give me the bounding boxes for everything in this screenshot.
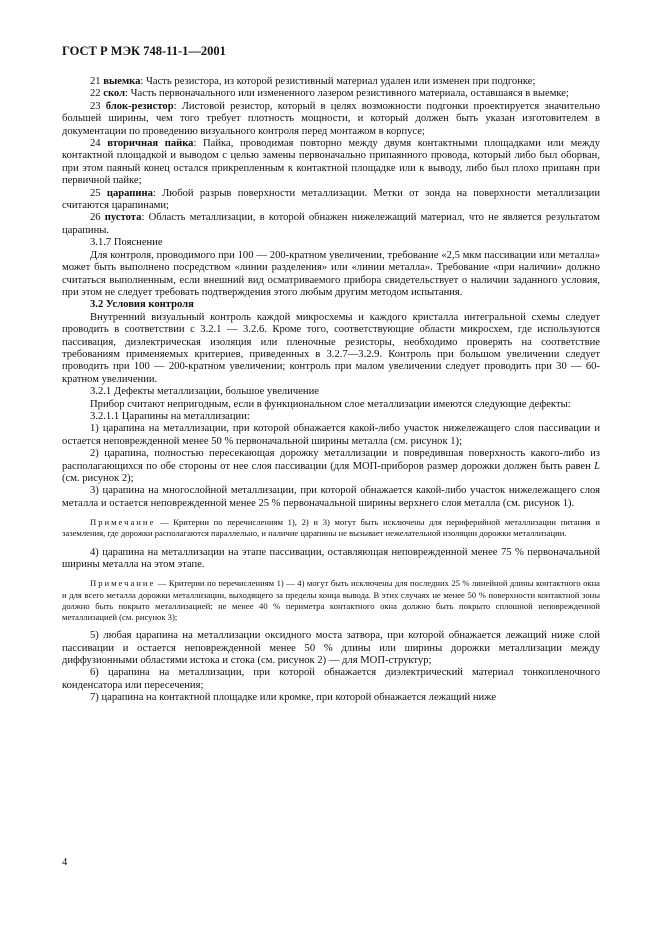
definition-number: 26 bbox=[90, 212, 101, 224]
definition-number: 25 bbox=[90, 187, 101, 199]
definition-number: 21 bbox=[90, 76, 101, 87]
list-item-4: 4) царапина на металлизации на этапе пассивации, оставляющая неповрежденной менее 75 % первоначальной ширины металла на этом этапе. bbox=[62, 546, 600, 571]
definition-21 bbox=[62, 76, 600, 88]
page-body bbox=[62, 44, 600, 705]
list-item-7: 7) царапина на контактной площадке или кромке, при которой обнажается лежащий ниже bbox=[90, 692, 497, 704]
definition-22 bbox=[62, 88, 600, 100]
list-item-5: 5) любая царапина на металлизации оксидного моста затвора, при которой обнажается лежащий ниже слой пассивации и остается неповрежденной менее 50 % длины или ширины дорожки металлизации между диффузионными областями истока и стока (см. рисунок 2) — для МОП-структур; bbox=[62, 630, 600, 667]
section-3-2-1-text: Прибор считают непригодным, если в функциональном слое металлизации имеются следующие дефекты: bbox=[90, 398, 571, 410]
section-3-2-text: Внутренний визуальный контроль каждой микросхемы и каждого кристалла интегральной схемы следует проводить в соответствии с 3.2.1 — 3.2.6. Кроме того, соответствующие области микросхем, где используются пассивация, диэлектрическая изоляция или пленочные резисторы, необходимо проверять на соответствие требованиям применяемых критериев, приведенных в 3.2.7—3.2.9. Контроль при большом увеличении следует проводить при 100 — 200-кратном увеличении; контроль при малом увеличении следует проводить при 30 — 60-кратном увеличении. bbox=[62, 311, 600, 385]
definition-text: : Часть резистора, из которой резистивный материал удален или изменен при подгонке; bbox=[140, 76, 536, 87]
list-item-1: 1) царапина на металлизации, при которой обнажается какой-либо участок нижележащего слоя пассивации и остается неповрежденной менее 50 % первоначальной ширины металла (см. рисунок 1); bbox=[62, 423, 600, 447]
definition-number: 22 bbox=[90, 88, 101, 100]
definition-23 bbox=[62, 101, 600, 138]
definition-text: : Часть первоначального или измененного лазером резистивного материала, оставшаяся в выемке; bbox=[125, 88, 569, 100]
note-label: Примечание bbox=[90, 517, 156, 528]
definition-term: выемка bbox=[103, 76, 141, 87]
page-number: 4 bbox=[62, 857, 68, 868]
definition-text: : Листовой резистор, который в целях возможности подгонки проектируется значительно большей ширины, чем того требует плотность мощности, и который должен быть указан изготовителем в документации по проведению визуального контроля перед монтажом в корпусе; bbox=[62, 100, 600, 137]
section-3-2-1-title: 3.2.1 Дефекты металлизации, большое увеличение bbox=[90, 386, 319, 398]
section-3-2-title: 3.2 Условия контроля bbox=[90, 299, 194, 311]
definition-term: пустота bbox=[104, 212, 142, 224]
definition-25 bbox=[62, 188, 600, 213]
section-3-1-7-title: 3.1.7 Пояснение bbox=[90, 237, 163, 249]
list-item-2-variable: L bbox=[594, 460, 600, 472]
section-3-1-7-text: Для контроля, проводимого при 100 — 200-кратном увеличении, требование «2,5 мкм пассивации или металла» может быть выполнено посредством «линии разделения» или «линии металла». Требование «при наличии» должно считаться выполненным, если внешний вид осматриваемого прибора свидетельствует о наличии заданного условия, при этом не следует требовать подтверждения этого любым другим методом испытания. bbox=[62, 249, 600, 298]
definition-text: : Область металлизации, в которой обнажен нижележащий материал, что не является результатом царапины. bbox=[62, 212, 600, 236]
definition-term: скол bbox=[103, 88, 126, 100]
definition-text: : Любой разрыв поверхности металлизации. Метки от зонда на поверхности металлизации считаются царапинами; bbox=[62, 187, 600, 212]
list-item-2 bbox=[62, 448, 600, 485]
definition-24 bbox=[62, 138, 600, 188]
list-item-6: 6) царапина на металлизации, при которой обнажается диэлектрический материал тонкопленочного конденсатора или пересечения; bbox=[62, 667, 600, 691]
definition-26 bbox=[62, 212, 600, 237]
page-header: ГОСТ Р МЭК 748-11-1—2001 bbox=[62, 44, 226, 58]
list-item-2-end: (см. рисунок 2); bbox=[62, 473, 134, 484]
note-text: — Критерии по перечислениям 1) — 4) могут быть исключены для последних 25 % линейной длины контактного окна и для всего металла дорожки металлизации, выходящего за пределы конца вывода. В этих случаях не менее 50 % поверхности контактной зоны должно быть покрыто металлизацией; не менее 40 % периметра контактного окна должно быть покрыто сплошной неповрежденной металлизацией (см. рисунок 3); bbox=[62, 578, 600, 623]
note-label: Примечание bbox=[90, 578, 156, 589]
definition-number: 23 bbox=[90, 100, 101, 112]
note-2 bbox=[62, 578, 600, 623]
note-text: — Критерии по перечислениям 1), 2) и 3) могут быть исключены для периферийной металлизации питания и заземления, где дорожки располагаются параллельно, и наличие царапины не вызывает нежелательной изоляции дорожки металлизации. bbox=[62, 517, 600, 539]
section-3-2-1-1-title: 3.2.1.1 Царапины на металлизации: bbox=[90, 410, 250, 422]
definition-number: 24 bbox=[90, 138, 101, 150]
definition-term: блок-резистор bbox=[105, 100, 174, 112]
list-item-2-text: 2) царапина, полностью пересекающая дорожку металлизации и повредившая поверхность какого-либо из располагающихся по обе стороны от нее слоя пассивации (для МОП-приборов размер дорожки должен быть равен bbox=[62, 448, 600, 472]
definition-term: вторичная пайка bbox=[107, 138, 194, 150]
definition-text: : Пайка, проводимая повторно между двумя контактными площадками или между контактной площадкой и выводом с целью замены первоначально припаянного провода, который либо был оборван, при этом паяный конец остался прикрепленным к контактной площадке или к выводу, либо был плохо припаян при первичной пайке; bbox=[62, 138, 600, 187]
note-1 bbox=[62, 517, 600, 539]
definition-term: царапина bbox=[106, 187, 153, 199]
list-item-3: 3) царапина на многослойной металлизации, при которой обнажается какой-либо участок нижележащего слоя металла и остается неповрежденной менее 25 % первоначальной ширины верхнего слоя металла (см. рисунок 1). bbox=[62, 485, 600, 509]
